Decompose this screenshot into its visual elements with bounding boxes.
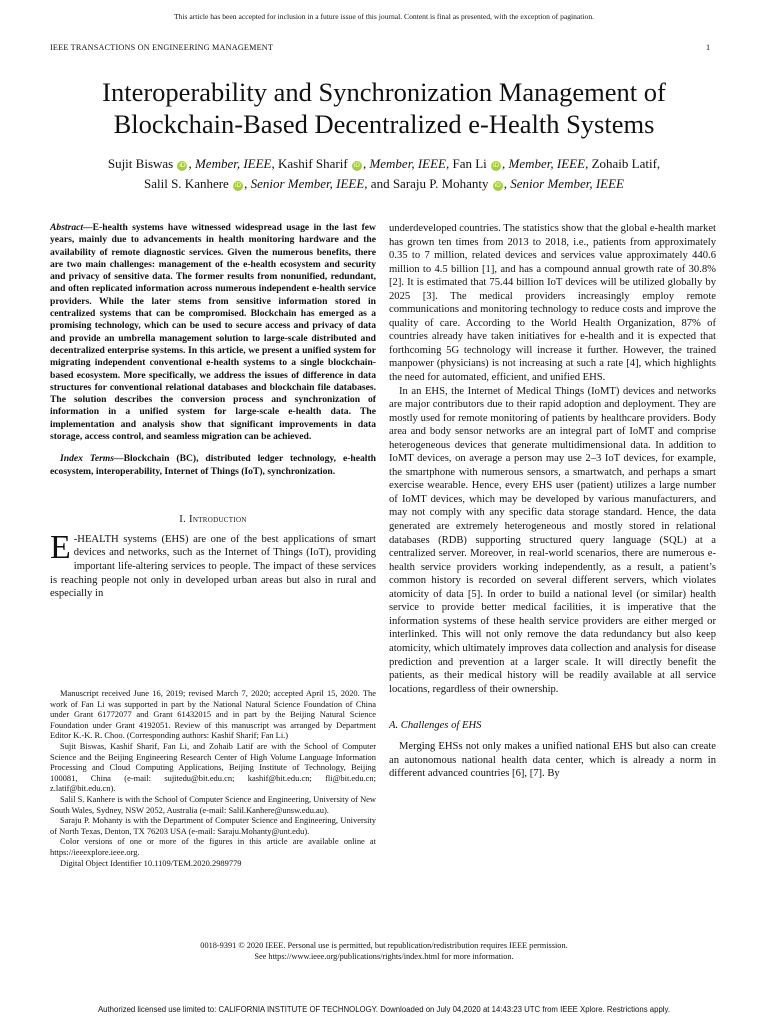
author-role: Senior Member, IEEE — [250, 176, 365, 191]
section-title: Introduction — [189, 513, 247, 525]
index-terms-label: Index Terms— — [60, 453, 124, 465]
copyright-line-1: 0018-9391 © 2020 IEEE. Personal use is permitted, but republication/redistribution requires IEEE permission. — [200, 941, 568, 950]
orcid-icon[interactable]: iD — [492, 162, 500, 169]
author-line-1: Sujit Biswas iD , Member, IEEE, Kashif Sharif iD , Member, IEEE, Fan Li iD , Member, IEEE, Zohaib Latif, — [107, 156, 661, 171]
abstract — [50, 222, 376, 443]
author-role: Member, IEEE — [508, 156, 586, 171]
author-role: Member, IEEE — [369, 156, 446, 171]
author-role: Member, IEEE — [194, 156, 272, 171]
author-name: Sujit Biswas — [107, 156, 174, 171]
author-name: Fan Li — [452, 156, 487, 171]
index-terms-text: Blockchain (BC), distributed ledger technology, e-health ecosystem, interoperability, Internet of Things (IoT), synchronization. — [50, 453, 376, 477]
intro-paragraph-text: -HEALTH systems (EHS) are one of the best applications of smart devices and networks, such as the Internet of Things (IoT), providing important life-altering services to people. The impact of these services is reaching people not only in developed urban areas but also in rural and especially in — [50, 533, 376, 600]
author-role: Senior Member, IEEE — [510, 176, 624, 191]
author-list — [40, 154, 728, 194]
section-heading-introduction — [50, 514, 376, 525]
title-line-1: Interoperability and Synchronization Management of — [102, 77, 666, 107]
running-head: IEEE TRANSACTIONS ON ENGINEERING MANAGEMENT — [50, 43, 274, 52]
orcid-icon[interactable]: iD — [179, 162, 186, 169]
footnote-affiliation-unt: Saraju P. Mohanty is with the Department of Computer Science and Engineering, University of North Texas, Denton, TX 76203 USA (e-mail: Saraju.Mohanty@unt.edu). — [50, 815, 376, 836]
orcid-icon[interactable]: iD — [235, 182, 242, 189]
body-paragraph-3: Merging EHSs not only makes a unified national EHS but also can create an autonomous national health data center, which is already a norm in different advanced countries [6], [7]. By — [389, 741, 716, 780]
body-paragraph-1: underdeveloped countries. The statistics show that the global e-health market has grown ten times from 2013 to 2018, i.e., patients from approximately 0.35 to 7 million, related devices and services value approximately 440.6 million to 4.5 billion [1], and has a compound annual growth rate of 30.8% [2]. It is estimated that 75.44 billion IoT devices will be utilized globally by 2025 [3]. The medical providers increasingly employ remote communications and monitoring technology to reduce costs and improve the quality of care. According to the World Health Organization, 87% of countries already have taken initiatives for e-health and it is expected that forthcoming 5G technology will increase it further. However, the trained manpower (physicians) is not increasing at such a rate [4], which highlights the need for automated, efficient, and unified EHS. — [389, 223, 716, 384]
body-paragraph-2: In an EHS, the Internet of Medical Things (IoMT) devices and networks are major contributors due to their rapid adoption and deployment. They are mostly used for remote monitoring of patients by healthcare providers. Body area and body sensor networks are an integral part of IoMT and comprise heterogeneous devices that generate multidimensional data. In addition to IoMT devices, on average a person may use 2–3 IoT devices, for example, the smartphone with numerous sensors, a smartwatch, and perhaps a smart exercise wearable. Hence, every EHS user (patient) utilizes a large number of IoMT devices, which may be developed by various manufacturers, and may not comply with any specific data storage standard. Hence, the data generated are extremely heterogeneous and mostly stored in relational databases (RDB) supporting structured query language (SQL) at a centralized server. Moreover, in real-world scenarios, there are numerous e-health service providers working independently, as a result, a patient’s common history is recorded on several different servers, which violates atomicity of data [5]. In order to build a national level (or similar) health service to provide better medical facilities, it is imperative that the information systems of these health service providers are either merged or interlinked. This will not only remove the data redundancy but also keep atomicity, which ultimately improves data collection and analysis for disease prediction and prevention at a larger scale. It will directly benefit the patients, as their medical history will be readily available at all service locations, regardless of their ownership. — [389, 385, 716, 695]
author-name: Kashif Sharif — [278, 156, 348, 171]
abstract-text: E-health systems have witnessed widespread usage in the last few years, mainly due to advancements in health monitoring hardware and the availability of remote diagnostic services. Given the numerous benefits, there are two main challenges: management of the e-health ecosystem and security and privacy of sensitive data. The former results from nonunified, redundant, and often replicated information across numerous independent e-health service providers. While the later stems from sensitive information stored in centralized systems that can be compromised. Blockchain has emerged as a promising technology, which can be used to secure access and privacy of data and provide an umbrella management solution to large-scale distributed and decentralized enterprise systems. In this article, we present a unified system for migrating independent conventional e-health systems to a single blockchain-based ecosystem. More specifically, we address the issues of difference in data structures for conventional relational databases and blockchain file databases. The solution describes the conversion process and synchronization of information in a unified system for large-scale e-health data. The implementation and analysis show that significant improvements in data storage, access control, and seamless migration can be achieved. — [50, 222, 376, 443]
author-conjunction: , and — [364, 176, 393, 191]
footnote-affiliation-unsw: Salil S. Kanhere is with the School of Computer Science and Engineering, University of New South Wales, Sydney, NSW 2052, Australia (e-mail: Salil.Kanhere@unsw.edu.au). — [50, 793, 376, 815]
intro-paragraph — [50, 528, 376, 601]
license-watermark: Authorized licensed use limited to: CALIFORNIA INSTITUTE OF TECHNOLOGY. Downloaded on July 04,2020 at 14:43:23 UTC from IEEE Xplore. Restrictions apply. — [97, 1005, 671, 1014]
footnote-manuscript: Manuscript received June 16, 2019; revised March 7, 2020; accepted April 15, 2020. The work of Fan Li was supported in part by the National Natural Science Foundation of China under Grant 61772077 and Grant 61432015 and in part by the Beijing Natural Science Foundation under Grant 4192051. Review of this manuscript was arranged by Department Editor K.-K. R. Choo. (Corresponding authors: Kashif Sharif; Fan Li.) — [50, 688, 376, 741]
right-column — [389, 222, 716, 781]
left-column — [50, 222, 376, 601]
acceptance-notice: This article has been accepted for inclusion in a future issue of this journal. Content is final as presented, with the exception of pagination. — [173, 12, 595, 21]
author-name: Zohaib Latif, — [591, 156, 661, 171]
page-number: 1 — [706, 43, 711, 52]
author-line-2: Salil S. Kanhere iD , Senior Member, IEEE, and Saraju P. Mohanty iD , Senior Member, IEEE — [143, 176, 624, 191]
copyright-notice — [60, 940, 708, 962]
title-line-2: Blockchain-Based Decentralized e-Health Systems — [113, 109, 655, 139]
footnote-color-figures: Color versions of one or more of the figures in this article are available online at https://ieeexplore.ieee.org. — [50, 836, 376, 857]
drop-cap: E — [50, 528, 71, 566]
footnote-affiliation-bit: Sujit Biswas, Kashif Sharif, Fan Li, and Zohaib Latif are with the School of Computer Science and the Beijing Engineering Research Center of High Volume Language Information Processing and Cloud Computing Applications, Beijing Institute of Technology, Beijing 100081, China (e-mail: sujitedu@bit.edu.cn; kashif@bit.edu.cn; fli@bit.edu.cn; z.latif@bit.edu.cn). — [50, 740, 376, 794]
author-name: Saraju P. Mohanty — [392, 176, 489, 191]
copyright-line-2: See https://www.ieee.org/publications/rights/index.html for more information. — [254, 952, 514, 961]
author-name: Salil S. Kanhere — [143, 176, 229, 191]
section-number: I. — [179, 513, 187, 525]
subsection-heading: A. Challenges of EHS — [389, 720, 482, 732]
abstract-label: Abstract— — [50, 222, 93, 233]
paper-title — [30, 76, 738, 140]
footnotes — [50, 688, 376, 868]
orcid-icon[interactable]: iD — [494, 182, 501, 189]
footnote-doi: Digital Object Identifier 10.1109/TEM.2020.2989779 — [60, 857, 242, 868]
orcid-icon[interactable]: iD — [353, 162, 360, 169]
index-terms — [50, 453, 376, 478]
